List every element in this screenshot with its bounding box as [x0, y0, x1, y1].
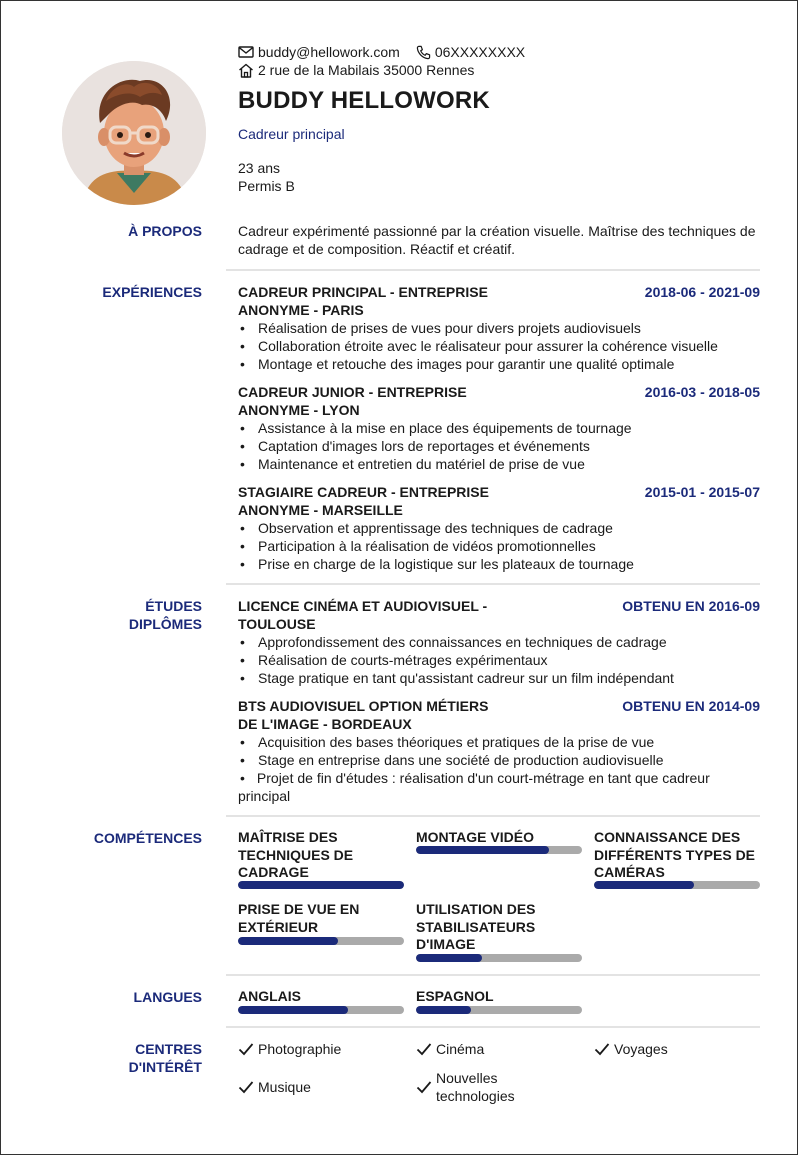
bullet-item: • Prise en charge de la logistique sur les plateaux de tournage: [238, 555, 760, 573]
skill-level-fill: [416, 954, 482, 962]
interest-item: [416, 1069, 515, 1105]
entry-dates: 2015-01 - 2015-07: [644, 484, 760, 500]
check-icon: [238, 1042, 254, 1056]
skill-name-line: STABILISATEURS: [416, 918, 536, 935]
envelope-icon: [238, 46, 254, 58]
interest-label-line: Nouvelles: [436, 1070, 498, 1086]
contact-block: [238, 43, 541, 79]
check-icon: [594, 1042, 610, 1056]
skill-level-bar: [594, 881, 760, 889]
skill-level-bar: [416, 846, 582, 854]
contact-row-2: [238, 61, 541, 79]
bullet-item: • Réalisation de courts-métrages expérimentaux: [238, 651, 760, 669]
phone-item[interactable]: [416, 44, 525, 61]
skill-level-fill: [416, 846, 549, 854]
section-title-about: À PROPOS: [128, 223, 202, 239]
skill-name-line: MAÎTRISE DES: [238, 829, 338, 845]
interest-label: Voyages: [614, 1041, 668, 1057]
language-level-bar: [416, 1006, 582, 1014]
contact-row-1: [238, 43, 541, 61]
bullet-item: • Approfondissement des connaissances en techniques de cadrage: [238, 633, 760, 651]
skill-name: [594, 829, 760, 882]
skill-name: [416, 901, 582, 954]
entry-title: [238, 283, 538, 319]
skill-name-line: CADRAGE: [238, 864, 309, 880]
address-item: [238, 62, 474, 79]
entry-header: [238, 383, 760, 419]
avatar-illustration: [62, 61, 206, 205]
entry-title-line: LICENCE CINÉMA ET AUDIOVISUEL -: [238, 598, 488, 614]
age-text: 23 ans: [238, 160, 281, 176]
personal-info: [238, 160, 295, 195]
entry-title-line: CADREUR PRINCIPAL - ENTREPRISE: [238, 284, 488, 300]
entry-bullets: [238, 633, 760, 687]
check-icon: [416, 1042, 432, 1056]
entry-title-line: STAGIAIRE CADREUR - ENTREPRISE: [238, 484, 489, 500]
entry-header: [238, 283, 760, 319]
interest-label: Cinéma: [436, 1041, 485, 1057]
phone-icon: [416, 45, 431, 60]
section-divider: [226, 1026, 760, 1028]
skill-name-line: CAMÉRAS: [594, 864, 665, 880]
entry-title: [238, 697, 538, 733]
entry-title-line: BTS AUDIOVISUEL OPTION MÉTIERS: [238, 698, 489, 714]
email-item[interactable]: [238, 44, 400, 61]
interest-item: [238, 1078, 311, 1096]
job-title: Cadreur principal: [238, 126, 345, 142]
skill-name-line: PRISE DE VUE EN: [238, 901, 360, 917]
bullet-item: • Réalisation de prises de vues pour divers projets audiovisuels: [238, 319, 760, 337]
skill-name-line: TECHNIQUES DE: [238, 846, 354, 863]
skill-level-fill: [594, 881, 694, 889]
bullet-item: • Assistance à la mise en place des équipements de tournage: [238, 419, 760, 437]
skill-level-bar: [238, 937, 404, 945]
bullet-item: • Stage pratique en tant qu'assistant cadreur sur un film indépendant: [238, 669, 760, 687]
interest-item: [594, 1040, 668, 1058]
section-divider: [226, 974, 760, 976]
section-title-experience: EXPÉRIENCES: [102, 284, 202, 300]
bullet-item: • Collaboration étroite avec le réalisateur pour assurer la cohérence visuelle: [238, 337, 760, 355]
skill-name: [238, 901, 404, 936]
skill-name-line: UTILISATION DES: [416, 901, 536, 917]
entry-bullets: [238, 319, 760, 373]
home-icon: [238, 63, 254, 78]
skill-name-line: CONNAISSANCE DES: [594, 829, 741, 845]
interest-label: Musique: [258, 1079, 311, 1095]
bullet-item: • Stage en entreprise dans une société de production audiovisuelle: [238, 751, 760, 769]
skill-name-line: EXTÉRIEUR: [238, 918, 319, 935]
phone-text: 06XXXXXXXX: [434, 43, 526, 60]
language-level-fill: [238, 1006, 348, 1014]
email-text: buddy@hellowork.com: [258, 43, 400, 60]
interest-label-line: technologies: [436, 1088, 515, 1104]
license-text: Permis B: [238, 177, 295, 194]
address-text: 2 rue de la Mabilais 35000 Rennes: [258, 61, 475, 78]
entry-title-line: ANONYME - LYON: [238, 402, 360, 418]
skill-name: [416, 829, 582, 847]
entry-dates: 2018-06 - 2021-09: [644, 284, 760, 300]
interest-label: Photographie: [258, 1041, 342, 1057]
entry-header: [238, 483, 760, 519]
entry-header: [238, 697, 760, 733]
entry-bullets: [238, 419, 760, 473]
bullet-item: • Maintenance et entretien du matériel de prise de vue: [238, 455, 760, 473]
language-level-fill: [416, 1006, 471, 1014]
entry-title: [238, 597, 538, 633]
bullet-item: • Montage et retouche des images pour garantir une qualité optimale: [238, 355, 760, 373]
section-title-education: [62, 597, 202, 633]
skill-level-bar: [238, 881, 404, 889]
section-title-interests: [62, 1040, 202, 1076]
skill-name-line: D'IMAGE: [416, 936, 476, 952]
entry-dates: OBTENU EN 2016-09: [622, 598, 760, 614]
entry-bullets: [238, 733, 760, 805]
section-divider: [226, 815, 760, 817]
entry-title-line: TOULOUSE: [238, 616, 316, 632]
skill-level-bar: [416, 954, 582, 962]
about-text: Cadreur expérimenté passionné par la création visuelle. Maîtrise des techniques de cadrage et de composition. Réactif et créatif.: [238, 223, 756, 257]
avatar: [62, 61, 206, 205]
section-title-line: DIPLÔMES: [128, 616, 202, 632]
education-entry: [238, 697, 760, 805]
entry-bullets: [238, 519, 760, 573]
entry-title-line: ANONYME - PARIS: [238, 302, 364, 318]
section-title-skills: COMPÉTENCES: [93, 830, 202, 846]
entry-dates: 2016-03 - 2018-05: [644, 384, 760, 400]
entry-title: [238, 483, 538, 519]
check-icon: [238, 1080, 254, 1094]
entry-title: [238, 383, 538, 419]
bullet-item: • Observation et apprentissage des techniques de cadrage: [238, 519, 760, 537]
entry-dates: OBTENU EN 2014-09: [622, 698, 760, 714]
bullet-item: • Participation à la réalisation de vidéos promotionnelles: [238, 537, 760, 555]
experience-entry: [238, 383, 760, 473]
entry-title-line: ANONYME - MARSEILLE: [238, 502, 403, 518]
experience-entry: [238, 483, 760, 573]
bullet-item: • Acquisition des bases théoriques et pratiques de la prise de vue: [238, 733, 760, 751]
skill-name-line: MONTAGE VIDÉO: [416, 829, 534, 845]
skill-level-fill: [238, 937, 338, 945]
skill-name: [238, 829, 404, 882]
entry-header: [238, 597, 760, 633]
section-title-line: ÉTUDES: [145, 598, 202, 614]
skill-name-line: DIFFÉRENTS TYPES DE: [594, 846, 756, 863]
bullet-item: • Captation d'images lors de reportages et événements: [238, 437, 760, 455]
section-title-line: CENTRES: [135, 1041, 202, 1057]
experience-entry: [238, 283, 760, 373]
skill-level-fill: [238, 881, 404, 889]
education-entry: [238, 597, 760, 687]
interest-item: [416, 1040, 484, 1058]
section-title-line: D'INTÉRÊT: [128, 1059, 202, 1075]
language-level-bar: [238, 1006, 404, 1014]
interest-item: [238, 1040, 341, 1058]
candidate-name: BUDDY HELLOWORK: [238, 87, 490, 114]
entry-title-line: CADREUR JUNIOR - ENTREPRISE: [238, 384, 467, 400]
entry-title-line: DE L'IMAGE - BORDEAUX: [238, 716, 412, 732]
language-name: ANGLAIS: [238, 988, 301, 1004]
section-divider: [226, 269, 760, 271]
check-icon: [416, 1080, 432, 1094]
interest-label: [436, 1069, 515, 1105]
section-divider: [226, 583, 760, 585]
language-name: ESPAGNOL: [416, 988, 494, 1004]
section-title-languages: LANGUES: [133, 989, 202, 1005]
bullet-item: • Projet de fin d'études : réalisation d'un court-métrage en tant que cadreur principal: [238, 769, 760, 805]
